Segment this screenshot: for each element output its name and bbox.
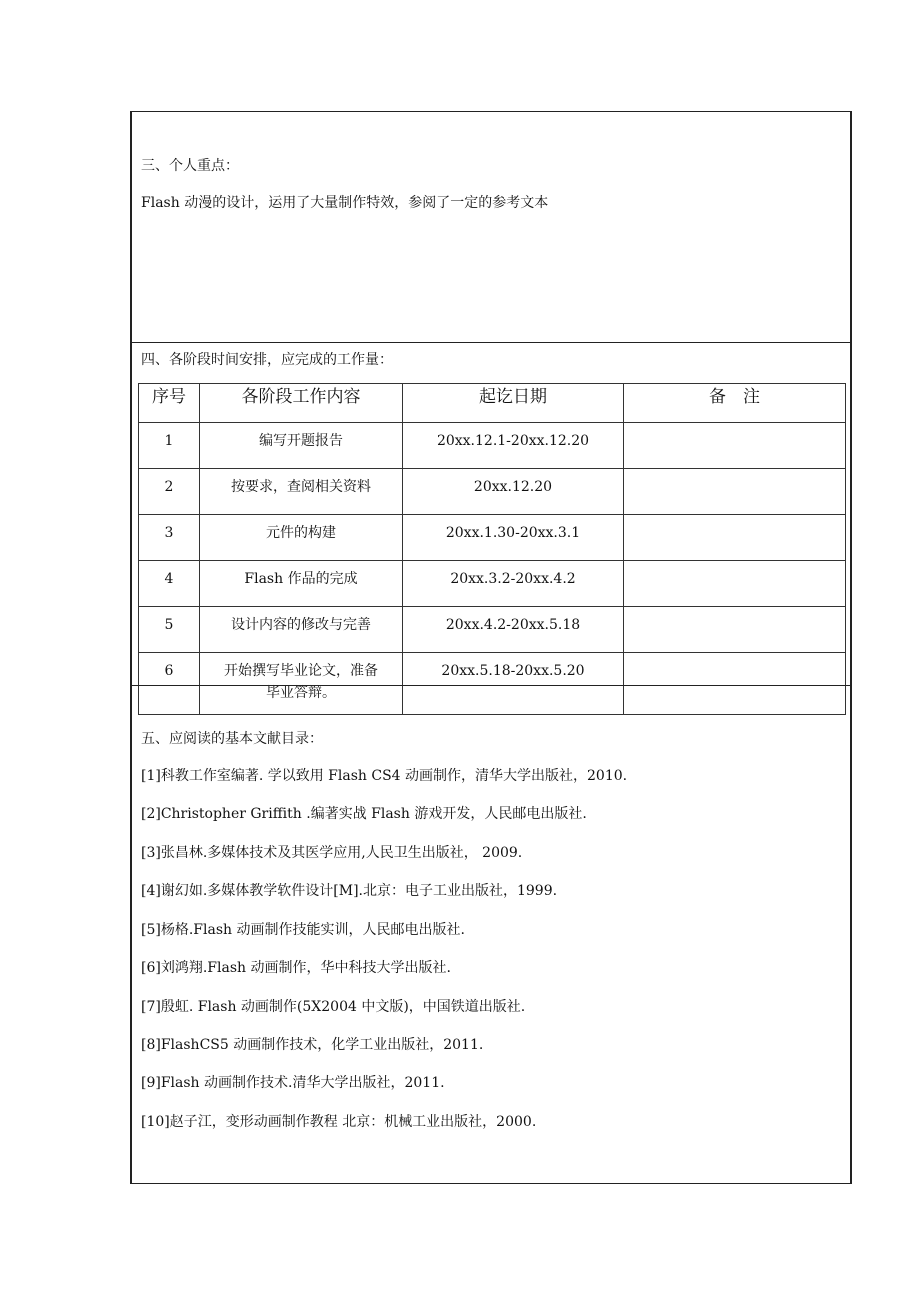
reference-item: [2]Christopher Griffith .编著实战 Flash 游戏开发，人民邮电出版社. — [141, 806, 587, 822]
cell-no: 1 — [139, 423, 200, 469]
reference-item: [8]FlashCS5 动画制作技术，化学工业出版社，2011. — [141, 1037, 484, 1053]
cell-date: 20xx.5.18-20xx.5.20 — [403, 653, 624, 715]
cell-content-line1: 开始撰写毕业论文，准备 — [224, 663, 378, 679]
section-divider — [132, 342, 850, 343]
cell-content-line2: 毕业答辩。 — [266, 685, 336, 701]
cell-date: 20xx.12.20 — [403, 469, 624, 515]
reference-item: [6]刘鸿翔.Flash 动画制作，华中科技大学出版社. — [141, 960, 451, 976]
cell-date: 20xx.3.2-20xx.4.2 — [403, 561, 624, 607]
cell-date: 20xx.1.30-20xx.3.1 — [403, 515, 624, 561]
header-note: 备 注 — [624, 384, 846, 423]
cell-no: 3 — [139, 515, 200, 561]
section3-body: Flash 动漫的设计，运用了大量制作特效，参阅了一定的参考文本 — [141, 195, 549, 211]
section5-heading: 五、应阅读的基本文献目录： — [141, 731, 323, 747]
cell-content: 设计内容的修改与完善 — [200, 607, 403, 653]
reference-item: [4]谢幻如.多媒体教学软件设计[M].北京：电子工业出版社，1999. — [141, 883, 558, 899]
cell-note — [624, 469, 846, 515]
cell-content: 编写开题报告 — [200, 423, 403, 469]
table-header-row — [139, 384, 846, 423]
table-row — [139, 515, 846, 561]
cell-note — [624, 607, 846, 653]
header-seq: 序号 — [139, 384, 200, 423]
table-row — [139, 561, 846, 607]
cell-content: 按要求，查阅相关资料 — [200, 469, 403, 515]
cell-note — [624, 561, 846, 607]
table-row — [139, 653, 846, 715]
header-date: 起讫日期 — [403, 384, 624, 423]
cell-note — [624, 515, 846, 561]
schedule-table — [138, 383, 846, 715]
table-row — [139, 423, 846, 469]
reference-item: [10]赵子江，变形动画制作教程 北京：机械工业出版社，2000. — [141, 1114, 537, 1130]
cell-date: 20xx.4.2-20xx.5.18 — [403, 607, 624, 653]
reference-item: [9]Flash 动画制作技术.清华大学出版社，2011. — [141, 1075, 445, 1091]
report-form-frame — [130, 111, 852, 1184]
cell-content: Flash 作品的完成 — [200, 561, 403, 607]
reference-item: [5]杨格.Flash 动画制作技能实训，人民邮电出版社. — [141, 922, 465, 938]
cell-no: 5 — [139, 607, 200, 653]
section4-heading: 四、各阶段时间安排，应完成的工作量： — [141, 352, 393, 368]
reference-item: [3]张昌林.多媒体技术及其医学应用,人民卫生出版社， 2009. — [141, 845, 523, 861]
reference-item: [7]殷虹. Flash 动画制作(5X2004 中文版)，中国铁道出版社. — [141, 999, 526, 1015]
table-row — [139, 469, 846, 515]
section3-heading: 三、个人重点： — [141, 158, 239, 174]
cell-note — [624, 653, 846, 715]
cell-content: 元件的构建 — [200, 515, 403, 561]
section-divider — [132, 685, 850, 686]
reference-item: [1]科教工作室编著. 学以致用 Flash CS4 动画制作，清华大学出版社，2010. — [141, 768, 628, 784]
cell-date: 20xx.12.1-20xx.12.20 — [403, 423, 624, 469]
cell-no: 4 — [139, 561, 200, 607]
table-row — [139, 607, 846, 653]
cell-no: 2 — [139, 469, 200, 515]
cell-no: 6 — [139, 653, 200, 715]
header-content: 各阶段工作内容 — [200, 384, 403, 423]
cell-content — [200, 653, 403, 715]
cell-note — [624, 423, 846, 469]
